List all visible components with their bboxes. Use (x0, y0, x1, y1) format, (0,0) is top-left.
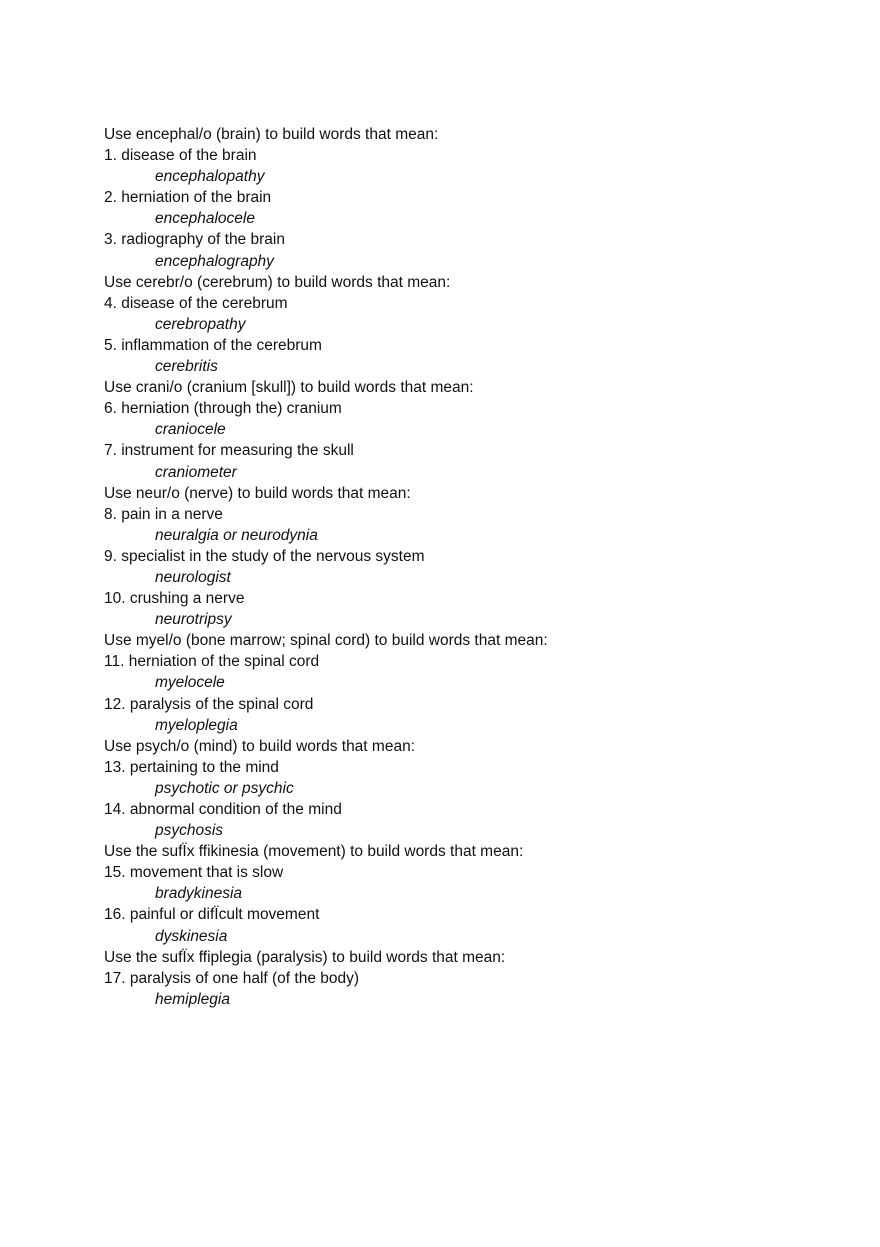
question: 15. movement that is slow (104, 864, 284, 882)
section-header: Use myel/o (bone marrow; spinal cord) to build words that mean: (104, 632, 548, 650)
answer: craniocele (155, 421, 226, 439)
section-header: Use the sufÏx ffiplegia (paralysis) to build words that mean: (104, 948, 506, 966)
question: 11. herniation of the spinal cord (104, 653, 320, 671)
answer: dyskinesia (155, 927, 228, 945)
question: 17. paralysis of one half (of the body) (104, 969, 360, 987)
section-header: Use the sufÏx ffikinesia (movement) to build words that mean: (104, 843, 524, 861)
answer: cerebritis (155, 358, 218, 376)
answer: neuralgia or neurodynia (155, 526, 318, 544)
question: 7. instrument for measuring the skull (104, 442, 354, 460)
section-header: Use cerebr/o (cerebrum) to build words that mean: (104, 273, 451, 291)
section-header: Use neur/o (nerve) to build words that mean: (104, 484, 411, 502)
question: 2. herniation of the brain (104, 189, 272, 207)
answer: craniometer (155, 463, 237, 481)
answer: encephalocele (155, 210, 255, 228)
answer: hemiplegia (155, 990, 230, 1008)
question: 14. abnormal condition of the mind (104, 801, 342, 818)
section-header: Use psych/o (mind) to build words that mean: (104, 737, 415, 755)
answer: psychotic or psychic (155, 779, 294, 797)
question: 16. painful or difÏcult movement (104, 906, 320, 924)
question: 4. disease of the cerebrum (104, 294, 288, 312)
answer: encephalopathy (155, 168, 265, 186)
answer: cerebropathy (155, 315, 246, 333)
question: 12. paralysis of the spinal cord (104, 695, 314, 713)
question: 3. radiography of the brain (104, 231, 285, 249)
answer: neurologist (155, 568, 231, 586)
answer: psychosis (155, 822, 224, 840)
question: 8. pain in a nerve (104, 505, 223, 523)
answer: neurotripsy (155, 611, 232, 629)
answer: bradykinesia (155, 885, 243, 903)
question: 9. specialist in the study of the nervous system (104, 547, 425, 565)
worksheet-content (104, 124, 824, 1010)
question: 10. crushing a nerve (104, 590, 245, 608)
question: 1. disease of the brain (104, 147, 257, 165)
question: 6. herniation (through the) cranium (104, 400, 342, 418)
answer: myeloplegia (155, 716, 238, 734)
answer: myelocele (155, 674, 225, 692)
question: 5. inflammation of the cerebrum (104, 336, 322, 354)
section-header: Use crani/o (cranium [skull]) to build words that mean: (104, 379, 474, 397)
section-header: Use encephal/o (brain) to build words that mean: (104, 126, 439, 143)
answer: encephalography (155, 252, 274, 270)
question: 13. pertaining to the mind (104, 758, 279, 776)
